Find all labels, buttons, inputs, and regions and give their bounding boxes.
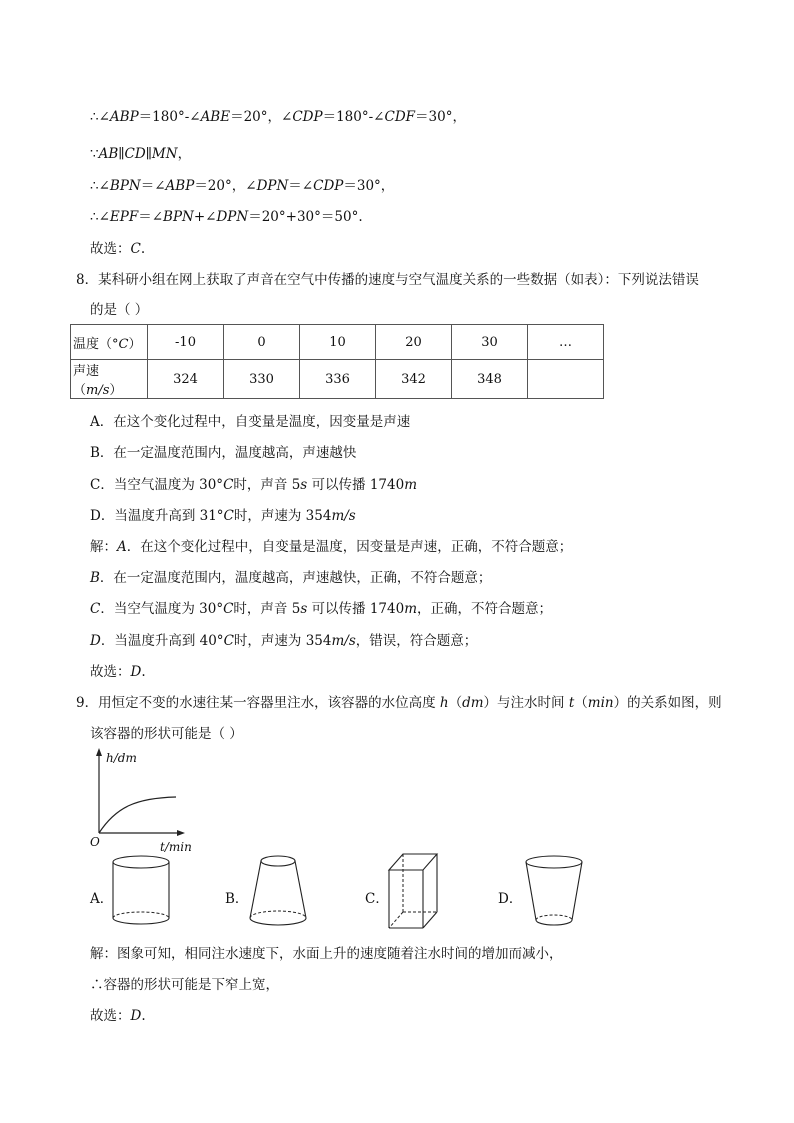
q7-line-3: ∴∠BPN＝∠ABP＝20°，∠DPN＝∠CDP＝30°，: [90, 178, 395, 194]
q8-option-b: B．在一定温度范围内，温度越高，声速越快: [90, 445, 357, 461]
q7-line-1: ∴∠ABP＝180°-∠ABE＝20°，∠CDP＝180°-∠CDF＝30°，: [90, 109, 466, 125]
table-cell: 30: [452, 325, 528, 360]
table-row: [71, 325, 604, 360]
q8-stem-2: 的是（ ）: [90, 302, 149, 318]
table-cell: …: [528, 325, 604, 360]
graph-y-label: h/dm: [106, 751, 137, 765]
y-axis-arrow-icon: [96, 748, 102, 756]
table-row: [71, 360, 604, 399]
q8-solution-1: 解：A．在这个变化过程中，自变量是温度，因变量是声速，正确，不符合题意；: [90, 539, 573, 555]
water-level-curve: [99, 797, 176, 833]
table-header-speed: 声速（m/s）: [71, 360, 148, 399]
table-cell: 20: [376, 325, 452, 360]
container-d-wide-top: [522, 852, 586, 932]
q9-option-a-label: A．: [90, 891, 114, 907]
q8-option-c: C．当空气温度为 30°C时，声音 5s 可以传播 1740m: [90, 477, 417, 493]
q7-line-4: ∴∠EPF＝∠BPN+∠DPN＝20°+30°＝50°.: [90, 209, 363, 225]
q8-solution-4: D．当温度升高到 40°C时，声速为 354m/s，错误，符合题意；: [90, 633, 478, 649]
q8-option-a: A．在这个变化过程中，自变量是温度，因变量是声速: [90, 414, 411, 430]
q9-stem-1: 9．用恒定不变的水速往某一容器里注水，该容器的水位高度 h（dm）与注水时间 t（min）的关系如图，则: [76, 695, 722, 711]
table-header-temperature: 温度（°C）: [71, 325, 148, 360]
q8-solution-2: B．在一定温度范围内，温度越高，声速越快，正确，不符合题意；: [90, 570, 492, 586]
q8-solution-3: C．当空气温度为 30°C时，声音 5s 可以传播 1740m，正确，不符合题意；: [90, 601, 553, 617]
q9-option-b-label: B．: [225, 891, 249, 907]
table-cell: 324: [148, 360, 224, 399]
table-cell: 10: [300, 325, 376, 360]
q7-answer: 故选：C.: [90, 241, 146, 257]
q9-answer: 故选：D.: [90, 1008, 146, 1024]
q9-option-d-label: D．: [498, 891, 523, 907]
q9-solution-1: 解：图象可知，相同注水速度下，水面上升的速度随着注水时间的增加而减小，: [90, 946, 563, 962]
table-cell: -10: [148, 325, 224, 360]
table-cell: 0: [224, 325, 300, 360]
container-c-box: [385, 850, 445, 934]
q9-option-c-label: C．: [365, 891, 389, 907]
q9-solution-2: ∴容器的形状可能是下窄上宽，: [90, 977, 279, 993]
table-cell: 336: [300, 360, 376, 399]
q8-option-d: D．当温度升高到 31°C时，声速为 354m/s: [90, 508, 356, 524]
x-axis-arrow-icon: [177, 830, 185, 836]
temperature-speed-table: [70, 324, 604, 399]
container-a-cylinder: [110, 852, 172, 932]
q8-stem-1: 8．某科研小组在网上获取了声音在空气中传播的速度与空气温度关系的一些数据（如表）：下列说法错误: [76, 272, 699, 288]
graph-x-label: t/min: [160, 840, 192, 854]
q8-answer: 故选：D.: [90, 664, 146, 680]
graph-origin-label: O: [90, 835, 100, 849]
table-cell: 342: [376, 360, 452, 399]
q9-stem-2: 该容器的形状可能是（ ）: [90, 726, 243, 742]
table-cell: 348: [452, 360, 528, 399]
q7-line-2: ∵AB∥CD∥MN，: [90, 146, 192, 162]
container-b-narrow-top: [246, 852, 310, 932]
table-cell: 330: [224, 360, 300, 399]
table-cell: [528, 360, 604, 399]
